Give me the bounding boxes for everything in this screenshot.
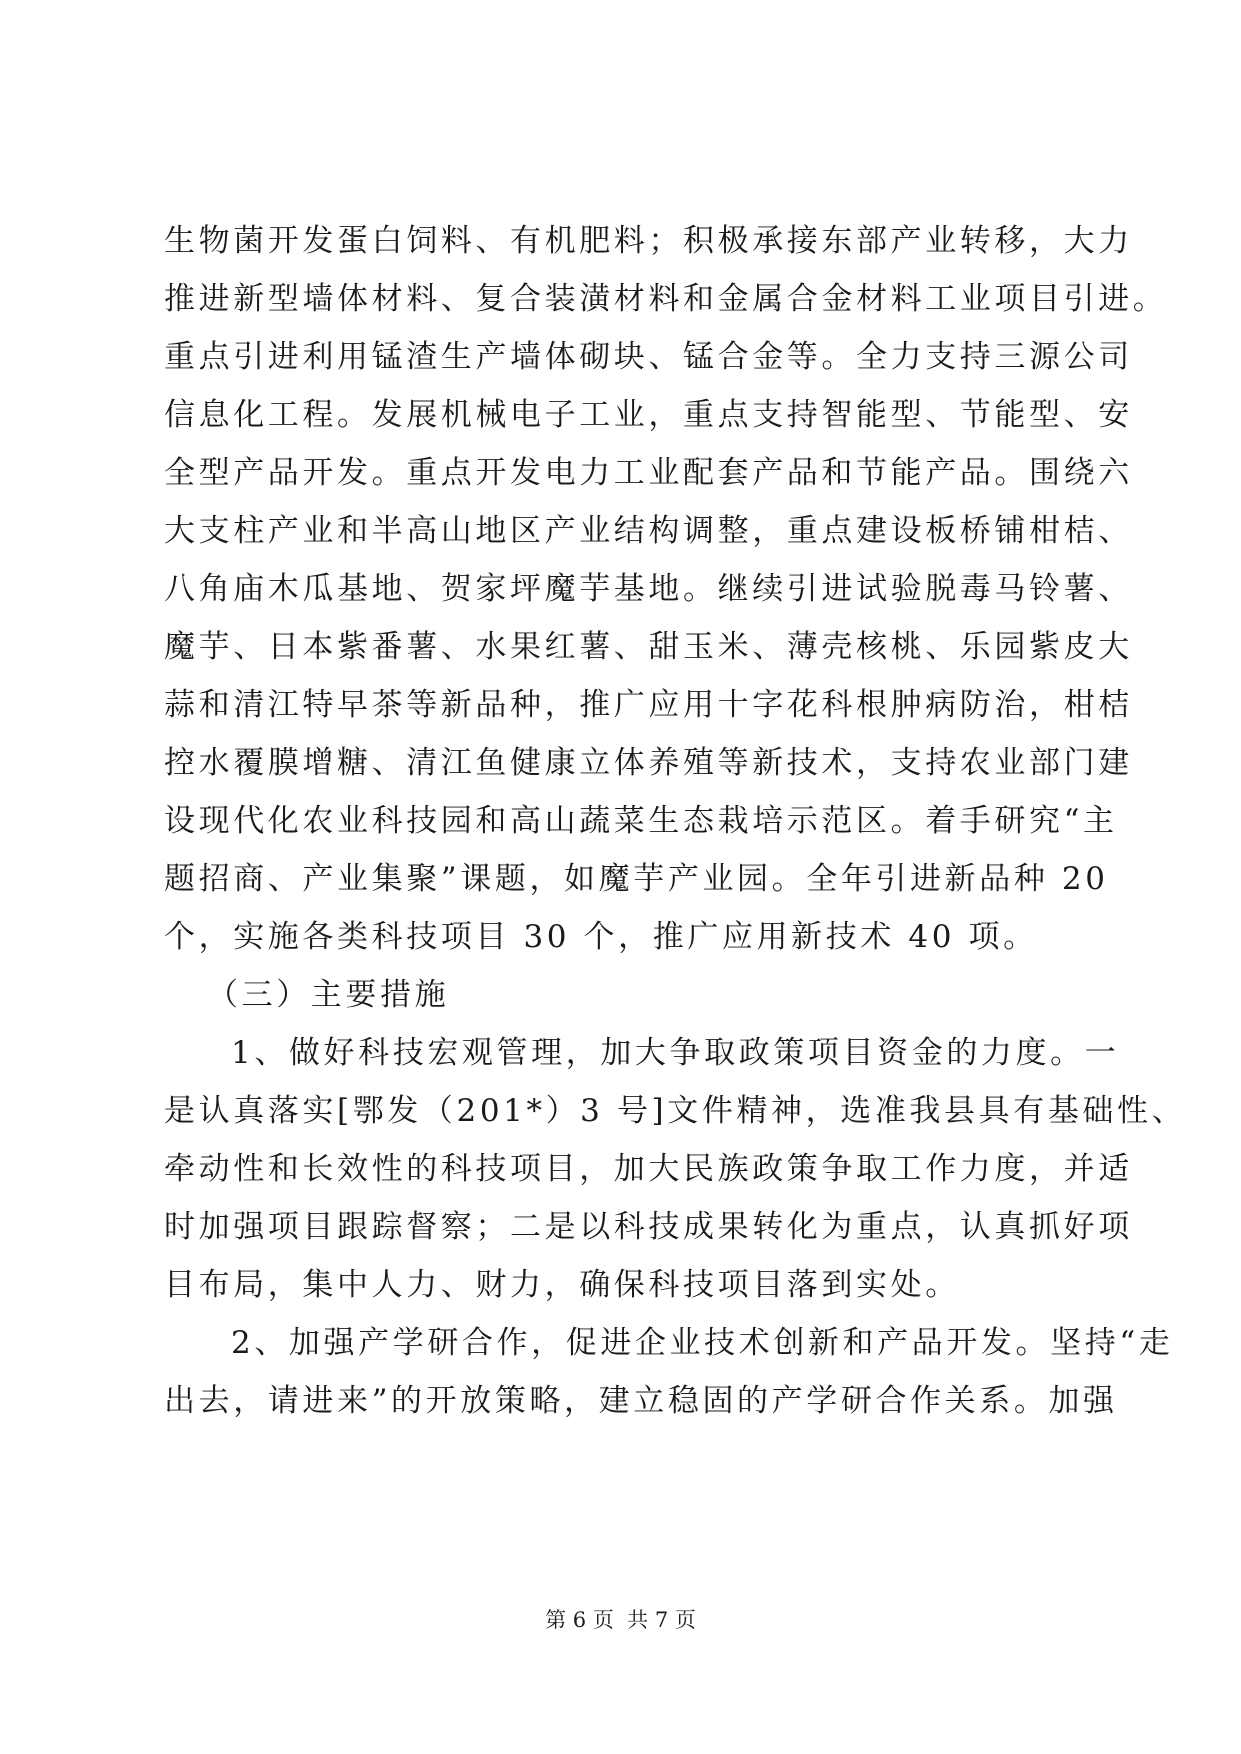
- body-line: 设现代化农业科技园和高山蔬菜生态栽培示范区。着手研究“主: [164, 803, 1118, 839]
- body-line: 目布局，集中人力、财力，确保科技项目落到实处。: [164, 1267, 960, 1303]
- body-line: 牵动性和长效性的科技项目，加大民族政策争取工作力度，并适: [164, 1151, 1133, 1187]
- body-line: 2、加强产学研合作，促进企业技术创新和产品开发。坚持“走: [231, 1325, 1174, 1361]
- body-line: 生物菌开发蛋白饲料、有机肥料；积极承接东部产业转移，大力: [164, 223, 1133, 259]
- body-line: 题招商、产业集聚”课题，如魔芋产业园。全年引进新品种 20: [164, 861, 1109, 897]
- body-line: 个，实施各类科技项目 30 个，推广应用新技术 40 项。: [164, 919, 1038, 955]
- body-line: 出去，请进来”的开放策略，建立稳固的产学研合作关系。加强: [164, 1383, 1118, 1419]
- body-line: 信息化工程。发展机械电子工业，重点支持智能型、节能型、安: [164, 397, 1133, 433]
- body-line: 控水覆膜增糖、清江鱼健康立体养殖等新技术，支持农业部门建: [164, 745, 1133, 781]
- body-line: 魔芋、日本紫番薯、水果红薯、甜玉米、薄壳核桃、乐园紫皮大: [164, 629, 1133, 665]
- page-number-footer: 第 6 页 共 7 页: [545, 1608, 696, 1632]
- body-line: 时加强项目跟踪督察；二是以科技成果转化为重点，认真抓好项: [164, 1209, 1133, 1245]
- body-line: 重点引进利用锰渣生产墙体砌块、锰合金等。全力支持三源公司: [164, 339, 1133, 375]
- body-line: 八角庙木瓜基地、贺家坪魔芋基地。继续引进试验脱毒马铃薯、: [164, 571, 1133, 607]
- body-line: 1、做好科技宏观管理，加大争取政策项目资金的力度。一: [231, 1035, 1120, 1071]
- section-heading: （三）主要措施: [207, 977, 450, 1013]
- body-line: 大支柱产业和半高山地区产业结构调整，重点建设板桥铺柑桔、: [164, 513, 1133, 549]
- body-line: 是认真落实[鄂发（201*）3 号]文件精神，选准我县具有基础性、: [164, 1093, 1187, 1129]
- body-line: 全型产品开发。重点开发电力工业配套产品和节能产品。围绕六: [164, 455, 1133, 491]
- body-line: 推进新型墙体材料、复合装潢材料和金属合金材料工业项目引进。: [164, 281, 1168, 317]
- body-line: 蒜和清江特早茶等新品种，推广应用十字花科根肿病防治，柑桔: [164, 687, 1133, 723]
